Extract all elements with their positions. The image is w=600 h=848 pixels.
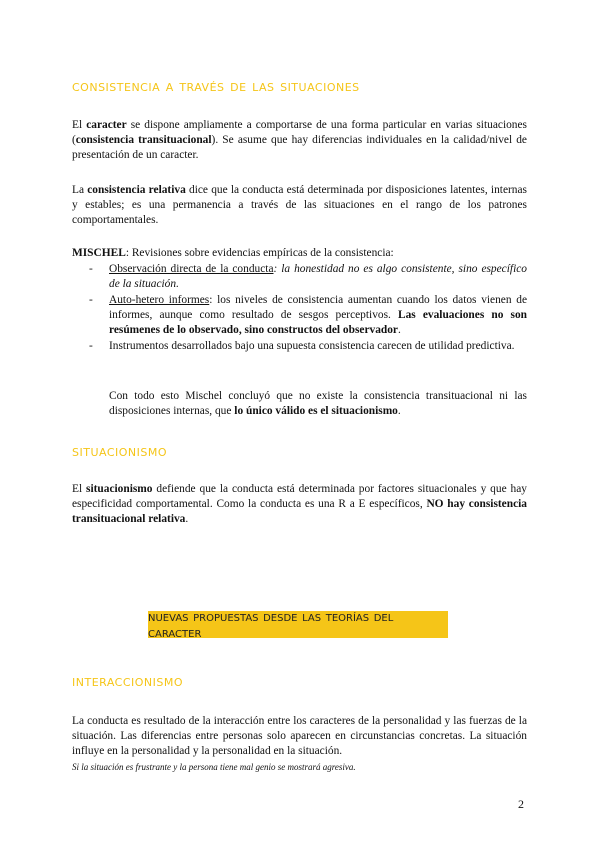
- list-item: - Observación directa de la conducta: la honestidad no es algo consistente, sino específico de la situación.: [89, 263, 527, 290]
- mischel-bullet-list: [72, 262, 527, 355]
- example-note: Si la situación es frustrante y la persona tiene mal genio se mostrará agresiva.: [72, 762, 356, 772]
- section-title-interaccionismo: interaccionismo: [72, 671, 184, 690]
- paragraph-mischel-conclusion: Con todo esto Mischel concluyó que no existe la consistencia transituacional ni las disposiciones internas, que lo único válido es el situacionismo.: [109, 390, 527, 417]
- section-banner: nuevas propuestas desde las teorías del caracter: [148, 611, 448, 638]
- paragraph-situacionismo: El situacionismo defiende que la conducta está determinada por factores situacionales y que hay especificidad comportamental. Como la conducta es una R a E específicos, NO hay consistencia transituacional relativa.: [72, 483, 527, 525]
- page-number: 2: [518, 797, 524, 811]
- list-item: - Auto-hetero informes: los niveles de consistencia aumentan cuando los datos vienen de informes, aunque como resultado de sesgos perceptivos. Las evaluaciones no son resúmenes de lo observado, sino constructos del observador.: [89, 294, 528, 336]
- section-title-consistencia: consistencia a través de las situaciones: [72, 76, 360, 95]
- section-title-situacionismo: situacionismo: [72, 441, 168, 460]
- list-item: - Instrumentos desarrollados bajo una supuesta consistencia carecen de utilidad predictiva.: [89, 340, 515, 352]
- paragraph-interaccionismo: La conducta es resultado de la interacción entre los caracteres de la personalidad y las fuerzas de la situación. Las diferencias entre personas solo aparecen en circunstancias concretas. La situación influye en la personalidad y la personalidad en la situación.: [72, 715, 527, 757]
- paragraph-mischel-intro: MISCHEL: Revisiones sobre evidencias empíricas de la consistencia:: [72, 247, 394, 259]
- paragraph-consistencia-transituacional: El caracter se dispone ampliamente a comportarse de una forma particular en varias situaciones (consistencia transituacional). Se asume que hay diferencias individuales en la calidad/nivel de presentación de un caracter.: [72, 119, 527, 161]
- paragraph-consistencia-relativa: La consistencia relativa dice que la conducta está determinada por disposiciones latentes, internas y estables; es una permanencia a través de las situaciones en el rango de los patrones comportamentales.: [72, 184, 527, 226]
